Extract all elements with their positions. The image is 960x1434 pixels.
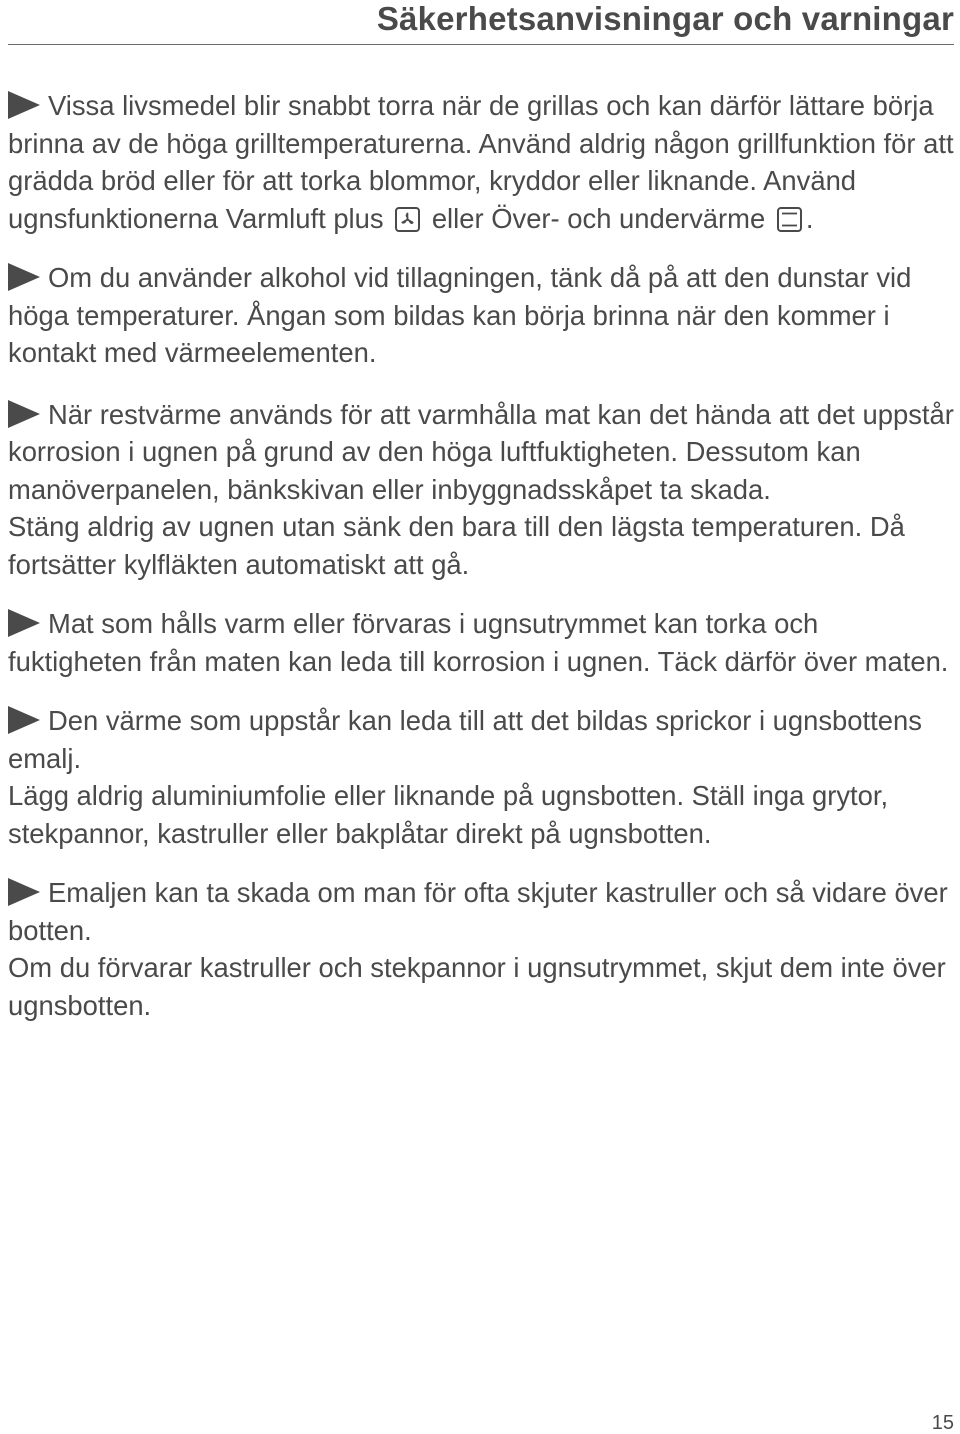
warning-paragraph: Stäng aldrig av ugnen utan sänk den bara till den lägsta temperaturen. Då fortsätter kylfläkten automatiskt att gå. (8, 511, 905, 580)
warning-paragraph: Om du förvarar kastruller och stekpannor i ugnsutrymmet, skjut dem inte över ugnsbotten. (8, 952, 946, 1021)
page-title: Säkerhetsanvisningar och varningar (376, 0, 954, 37)
warning-paragraph (8, 605, 954, 680)
warning-paragraph: Lägg aldrig aluminiumfolie eller liknande på ugnsbotten. Ställ inga grytor, stekpannor, kastruller eller bakplåtar direkt på ugnsbotten. (8, 780, 889, 849)
warning-text: Emaljen kan ta skada om man för ofta skjuter kastruller och så vidare över botten. (8, 877, 948, 946)
page-number: 15 (931, 1412, 954, 1434)
warning-item (8, 259, 954, 372)
warning-text: När restvärme används för att varmhålla mat kan det hända att det uppstår korrosion i ugnen på grund av den höga luftfuktigheten. Dessutom kan manöverpanelen, bänkskivan eller inbyggnadsskåpet ta skada. (8, 398, 954, 505)
warning-text: eller Över- och undervärme (431, 202, 766, 234)
warning-paragraph (8, 396, 954, 509)
warning-text: Den värme som uppstår kan leda till att det bildas sprickor i ugnsbottens emalj. (8, 705, 922, 774)
warning-item (8, 605, 954, 680)
warning-text: . (805, 202, 814, 234)
bullet-arrow-icon (8, 91, 40, 119)
title-divider (8, 44, 954, 45)
warning-text: Vissa livsmedel blir snabbt torra när de grillas och kan därför lättare börja brinna av de höga grilltemperaturerna. Använd aldrig någon grillfunktion för att grädda bröd eller för att torka blommor, kryddor eller liknande. Använd ugnsfunktionerna Varmluft plus (8, 90, 954, 234)
fan-plus-icon (395, 207, 420, 232)
warning-paragraph (8, 87, 954, 237)
bullet-arrow-icon (8, 400, 40, 428)
warning-item (8, 874, 954, 1024)
warning-paragraph (8, 702, 954, 777)
warning-item (8, 396, 954, 584)
bullet-arrow-icon (8, 263, 40, 291)
top-bottom-heat-icon (777, 207, 802, 232)
warning-text: Om du använder alkohol vid tillagningen, tänk då på att den dunstar vid höga temperaturer. Ångan som bildas kan börja brinna när den kommer i kontakt med värmeelementen. (8, 262, 912, 368)
bullet-arrow-icon (8, 609, 40, 637)
bullet-arrow-icon (8, 706, 40, 734)
warning-item (8, 87, 954, 237)
warning-paragraph (8, 874, 954, 949)
warning-paragraph (8, 259, 954, 372)
warnings-list (8, 87, 954, 1046)
warning-item (8, 702, 954, 852)
warning-text: Mat som hålls varm eller förvaras i ugnsutrymmet kan torka och fuktigheten från maten kan leda till korrosion i ugnen. Täck därför över maten. (8, 608, 949, 677)
bullet-arrow-icon (8, 878, 40, 906)
